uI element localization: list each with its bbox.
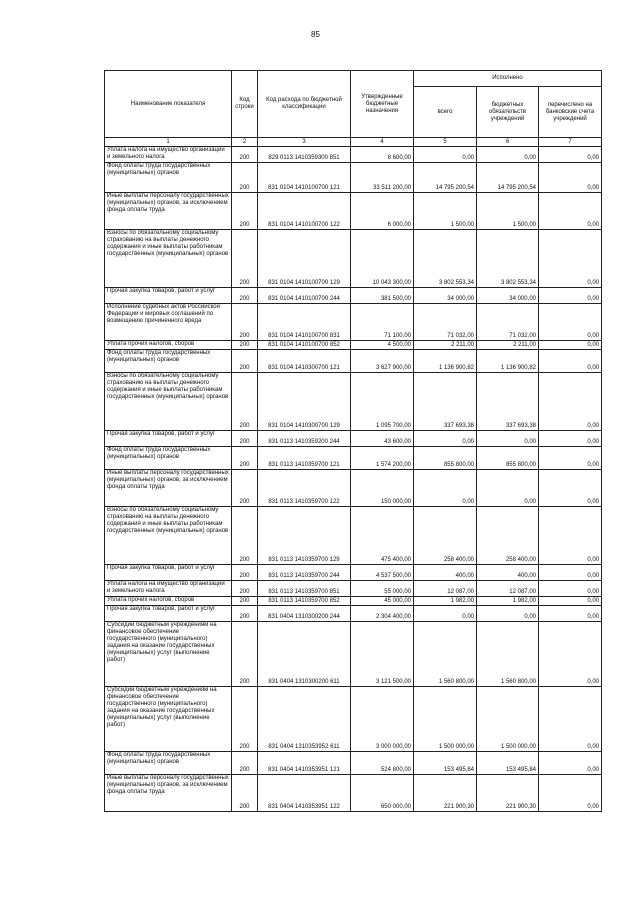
row-approved: 10 043 300,00 (351, 230, 414, 288)
row-exec-transferred: 0,00 (539, 470, 602, 507)
row-exec-total: 855 800,00 (414, 447, 477, 470)
row-exec-total: 0,00 (414, 606, 477, 622)
row-budget-code: 831 0104 1410300700 121 (258, 350, 351, 373)
column-number: 4 (351, 138, 414, 147)
row-exec-total: 34 000,00 (414, 288, 477, 304)
row-approved: 3 121 500,00 (351, 622, 414, 687)
row-name: Прочая закупка товаров, работ и услуг (105, 431, 232, 447)
row-line-code: 200 (232, 288, 258, 304)
row-exec-transferred: 0,00 (539, 373, 602, 431)
row-exec-obligations: 0,00 (477, 147, 539, 163)
row-approved: 1 095 700,00 (351, 373, 414, 431)
row-name: Иные выплаты персоналу государственных (муниципальных) органов, за исключением фонда оплаты труда (105, 193, 232, 230)
row-budget-code: 831 0404 1410353951 121 (258, 752, 351, 775)
row-exec-transferred: 0,00 (539, 193, 602, 230)
row-exec-transferred: 0,00 (539, 230, 602, 288)
table-row (105, 431, 602, 447)
row-exec-total: 153 495,84 (414, 752, 477, 775)
row-exec-transferred: 0,00 (539, 431, 602, 447)
row-budget-code: 831 0113 1410359700 121 (258, 447, 351, 470)
row-exec-obligations: 2 211,00 (477, 341, 539, 350)
row-approved: 45 000,00 (351, 597, 414, 606)
row-name: Фонд оплаты труда государственных (муниципальных) органов (105, 163, 232, 193)
table-row (105, 304, 602, 341)
header-name: Наименование показателя (105, 71, 232, 138)
row-line-code: 200 (232, 373, 258, 431)
row-approved: 8 600,00 (351, 147, 414, 163)
row-exec-transferred: 0,00 (539, 341, 602, 350)
row-name: Прочая закупка товаров, работ и услуг (105, 288, 232, 304)
row-budget-code: 831 0113 1410359700 244 (258, 565, 351, 581)
row-exec-total: 2 211,00 (414, 341, 477, 350)
row-line-code: 200 (232, 775, 258, 812)
header-exec-transferred: перечислено на банковские счета учреждений (539, 87, 602, 138)
column-number-row (105, 138, 602, 147)
row-line-code: 200 (232, 606, 258, 622)
row-name: Прочая закупка товаров, работ и услуг (105, 606, 232, 622)
table-row (105, 752, 602, 775)
table-row (105, 147, 602, 163)
row-exec-transferred: 0,00 (539, 622, 602, 687)
row-budget-code: 831 0104 1410100700 244 (258, 288, 351, 304)
row-exec-transferred: 0,00 (539, 752, 602, 775)
row-exec-total: 1 136 900,82 (414, 350, 477, 373)
budget-execution-table (104, 70, 602, 812)
row-exec-total: 71 032,00 (414, 304, 477, 341)
table-row (105, 687, 602, 752)
table-row (105, 622, 602, 687)
row-exec-obligations: 153 495,84 (477, 752, 539, 775)
row-name: Взносы по обязательному социальному страхованию на выплаты денежного содержания и иные выплаты работникам государственных (муниципальных) органов (105, 507, 232, 565)
row-budget-code: 829 0113 1410359300 851 (258, 147, 351, 163)
row-line-code: 200 (232, 470, 258, 507)
row-budget-code: 831 0104 1410100700 122 (258, 193, 351, 230)
table-row (105, 507, 602, 565)
row-exec-transferred: 0,00 (539, 147, 602, 163)
row-budget-code: 831 0104 1410300700 129 (258, 373, 351, 431)
row-exec-obligations: 12 087,00 (477, 581, 539, 597)
row-line-code: 200 (232, 193, 258, 230)
row-budget-code: 831 0104 1410100700 852 (258, 341, 351, 350)
row-approved: 475 400,00 (351, 507, 414, 565)
row-exec-obligations: 0,00 (477, 606, 539, 622)
table-row (105, 581, 602, 597)
row-exec-transferred: 0,00 (539, 350, 602, 373)
row-exec-transferred: 0,00 (539, 606, 602, 622)
row-approved: 3 627 900,00 (351, 350, 414, 373)
row-exec-transferred: 0,00 (539, 163, 602, 193)
table-row (105, 288, 602, 304)
column-number: 7 (539, 138, 602, 147)
header-line-code: Код строки (232, 71, 258, 138)
row-name: Уплата прочих налогов, сборов (105, 597, 232, 606)
row-exec-total: 1 982,00 (414, 597, 477, 606)
row-line-code: 200 (232, 341, 258, 350)
row-name: Уплата налога на имущество организаций и земельного налога (105, 581, 232, 597)
row-name: Прочая закупка товаров, работ и услуг (105, 565, 232, 581)
header-exec-total: всего (414, 87, 477, 138)
row-line-code: 200 (232, 431, 258, 447)
row-approved: 650 000,00 (351, 775, 414, 812)
table-row (105, 163, 602, 193)
row-exec-total: 400,00 (414, 565, 477, 581)
row-name: Иные выплаты персоналу государственных (муниципальных) органов, за исключением фонда оплаты труда (105, 775, 232, 812)
table-row (105, 341, 602, 350)
row-line-code: 200 (232, 507, 258, 565)
row-budget-code: 831 0113 1410359700 852 (258, 597, 351, 606)
table-row (105, 597, 602, 606)
column-number: 1 (105, 138, 232, 147)
row-line-code: 200 (232, 147, 258, 163)
row-exec-total: 258 400,00 (414, 507, 477, 565)
row-exec-obligations: 71 032,00 (477, 304, 539, 341)
row-approved: 33 511 200,00 (351, 163, 414, 193)
row-name: Взносы по обязательному социальному страхованию на выплаты денежного содержания и иные выплаты работникам государственных (муниципальных) органов (105, 373, 232, 431)
row-exec-obligations: 3 802 553,34 (477, 230, 539, 288)
row-exec-obligations: 1 982,00 (477, 597, 539, 606)
row-approved: 150 000,00 (351, 470, 414, 507)
row-line-code: 200 (232, 565, 258, 581)
row-name: Фонд оплаты труда государственных (муниципальных) органов (105, 350, 232, 373)
row-exec-obligations: 1 500,00 (477, 193, 539, 230)
row-exec-obligations: 855 800,00 (477, 447, 539, 470)
row-budget-code: 831 0113 1410359700 851 (258, 581, 351, 597)
row-budget-code: 831 0404 1410353951 122 (258, 775, 351, 812)
row-budget-code: 831 0404 1310300200 244 (258, 606, 351, 622)
row-approved: 381 500,00 (351, 288, 414, 304)
row-approved: 6 000,00 (351, 193, 414, 230)
header-executed: Исполнено (414, 71, 602, 87)
row-exec-total: 3 802 553,34 (414, 230, 477, 288)
row-exec-obligations: 1 560 800,00 (477, 622, 539, 687)
row-exec-transferred: 0,00 (539, 447, 602, 470)
row-budget-code: 831 0113 1410359700 129 (258, 507, 351, 565)
row-exec-obligations: 400,00 (477, 565, 539, 581)
row-line-code: 200 (232, 752, 258, 775)
table-row (105, 606, 602, 622)
row-name: Субсидии бюджетным учреждениям на финансовое обеспечение государственного (муниципального) задания на оказание государственных (муниципальных) услуг (выполнение работ) (105, 687, 232, 752)
row-name: Исполнение судебных актов Российской Федерации и мировых соглашений по возмещению причиненного вреда (105, 304, 232, 341)
table-row (105, 193, 602, 230)
row-exec-total: 0,00 (414, 431, 477, 447)
row-exec-total: 1 560 800,00 (414, 622, 477, 687)
header-budget-code: Код расхода по бюджетной классификации (258, 71, 351, 138)
row-exec-transferred: 0,00 (539, 304, 602, 341)
table-row (105, 350, 602, 373)
row-budget-code: 831 0404 1310300200 611 (258, 622, 351, 687)
row-budget-code: 831 0404 1310353952 611 (258, 687, 351, 752)
row-line-code: 200 (232, 597, 258, 606)
page-number: 85 (311, 30, 320, 39)
row-exec-obligations: 34 000,00 (477, 288, 539, 304)
column-number: 6 (477, 138, 539, 147)
row-exec-transferred: 0,00 (539, 288, 602, 304)
row-exec-transferred: 0,00 (539, 565, 602, 581)
row-exec-transferred: 0,00 (539, 507, 602, 565)
row-budget-code: 831 0104 1410100700 121 (258, 163, 351, 193)
row-exec-obligations: 221 900,30 (477, 775, 539, 812)
row-approved: 4 500,00 (351, 341, 414, 350)
row-line-code: 200 (232, 447, 258, 470)
header-exec-obligations: бюджетных обязательств учреждений (477, 87, 539, 138)
row-exec-transferred: 0,00 (539, 581, 602, 597)
row-exec-total: 1 500,00 (414, 193, 477, 230)
row-exec-total: 0,00 (414, 470, 477, 507)
row-name: Взносы по обязательному социальному страхованию на выплаты денежного содержания и иные выплаты работникам государственных (муниципальных) органов (105, 230, 232, 288)
row-exec-obligations: 337 693,38 (477, 373, 539, 431)
row-approved: 3 000 000,00 (351, 687, 414, 752)
row-exec-total: 0,00 (414, 147, 477, 163)
row-exec-obligations: 0,00 (477, 431, 539, 447)
row-exec-total: 14 795 200,54 (414, 163, 477, 193)
column-number: 3 (258, 138, 351, 147)
row-budget-code: 831 0113 1410359200 244 (258, 431, 351, 447)
row-line-code: 200 (232, 687, 258, 752)
table-row (105, 373, 602, 431)
row-approved: 2 304 400,00 (351, 606, 414, 622)
row-exec-obligations: 14 795 200,54 (477, 163, 539, 193)
row-exec-transferred: 0,00 (539, 775, 602, 812)
row-exec-total: 1 500 000,00 (414, 687, 477, 752)
row-exec-total: 221 900,30 (414, 775, 477, 812)
row-budget-code: 831 0104 1410100700 129 (258, 230, 351, 288)
row-line-code: 200 (232, 622, 258, 687)
row-approved: 1 574 200,00 (351, 447, 414, 470)
row-exec-obligations: 258 400,00 (477, 507, 539, 565)
row-line-code: 200 (232, 230, 258, 288)
row-name: Уплата налога на имущество организаций и земельного налога (105, 147, 232, 163)
row-budget-code: 831 0104 1410100700 831 (258, 304, 351, 341)
row-name: Уплата прочих налогов, сборов (105, 341, 232, 350)
column-number: 2 (232, 138, 258, 147)
table-row (105, 565, 602, 581)
row-line-code: 200 (232, 163, 258, 193)
row-exec-total: 337 693,38 (414, 373, 477, 431)
row-name: Фонд оплаты труда государственных (муниципальных) органов (105, 447, 232, 470)
row-line-code: 200 (232, 581, 258, 597)
row-budget-code: 831 0113 1410359700 122 (258, 470, 351, 507)
table-row (105, 470, 602, 507)
row-exec-transferred: 0,00 (539, 687, 602, 752)
table-row (105, 230, 602, 288)
row-approved: 524 800,00 (351, 752, 414, 775)
row-exec-obligations: 0,00 (477, 470, 539, 507)
table-row (105, 775, 602, 812)
row-exec-total: 12 087,00 (414, 581, 477, 597)
row-exec-obligations: 1 136 900,82 (477, 350, 539, 373)
header-approved: Утвержденные бюджетные назначения (351, 71, 414, 138)
row-approved: 71 100,00 (351, 304, 414, 341)
column-number: 5 (414, 138, 477, 147)
row-name: Фонд оплаты труда государственных (муниципальных) органов (105, 752, 232, 775)
row-exec-transferred: 0,00 (539, 597, 602, 606)
row-name: Субсидии бюджетным учреждениям на финансовое обеспечение государственного (муниципального) задания на оказание государственных (муниципальных) услуг (выполнение работ) (105, 622, 232, 687)
row-name: Иные выплаты персоналу государственных (муниципальных) органов, за исключением фонда оплаты труда (105, 470, 232, 507)
row-approved: 55 000,00 (351, 581, 414, 597)
row-exec-obligations: 1 500 000,00 (477, 687, 539, 752)
row-line-code: 200 (232, 304, 258, 341)
row-approved: 4 537 500,00 (351, 565, 414, 581)
row-approved: 43 600,00 (351, 431, 414, 447)
table-row (105, 447, 602, 470)
row-line-code: 200 (232, 350, 258, 373)
